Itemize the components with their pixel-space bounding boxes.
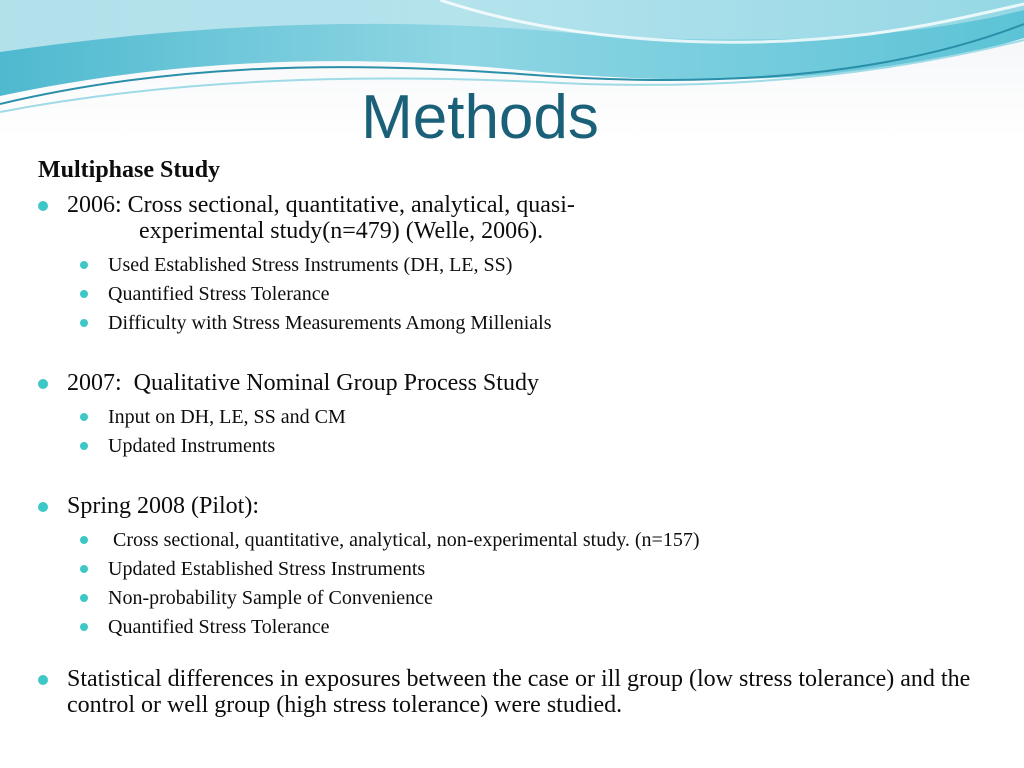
bullet-text: Spring 2008 (Pilot):	[67, 493, 260, 519]
sub-bullet-dot-icon	[80, 623, 88, 631]
sub-bullet-dot-icon	[80, 594, 88, 602]
bullet-statistical-differences	[38, 666, 978, 718]
subheading: Multiphase Study	[38, 157, 221, 183]
bullet-dot-icon	[38, 201, 48, 211]
sub-bullet-text: Cross sectional, quantitative, analytical, non-experimental study. (n=157)	[108, 529, 700, 551]
sub-bullet-text: Input on DH, LE, SS and CM	[108, 406, 346, 428]
sub-bullet-dot-icon	[80, 319, 88, 327]
sub-bullet-dot-icon	[80, 290, 88, 298]
bullet-text: Statistical differences in exposures between the case or ill group (low stress tolerance) and the control or well group (high stress tolerance) were studied.	[67, 666, 971, 718]
bullet-2006	[38, 192, 978, 244]
bullet-text-line1: 2006: Cross sectional, quantitative, analytical, quasi-	[67, 192, 575, 218]
slide-title: Methods	[361, 83, 599, 152]
sub-bullet	[38, 584, 978, 613]
sub-bullet-dot-icon	[80, 442, 88, 450]
bullet-text-line2: experimental study(n=479) (Welle, 2006).	[139, 218, 544, 244]
sub-bullet-text: Updated Established Stress Instruments	[108, 558, 426, 580]
sub-bullet-dot-icon	[80, 536, 88, 544]
sub-bullet	[38, 280, 978, 309]
sub-bullet	[38, 251, 978, 280]
sub-bullet-dot-icon	[80, 413, 88, 421]
sub-bullet-text: Quantified Stress Tolerance	[108, 616, 330, 638]
sub-bullet	[38, 526, 978, 555]
sub-bullet	[38, 613, 978, 642]
bullet-dot-icon	[38, 675, 48, 685]
bullet-text: 2007: Qualitative Nominal Group Process Study	[67, 370, 539, 396]
sub-bullet-text: Used Established Stress Instruments (DH, LE, SS)	[108, 254, 513, 276]
sub-bullet	[38, 432, 978, 461]
sub-bullet	[38, 403, 978, 432]
sub-bullet-text: Updated Instruments	[108, 435, 276, 457]
bullet-2007	[38, 370, 978, 396]
sub-bullet-text: Non-probability Sample of Convenience	[108, 587, 433, 609]
sub-bullet	[38, 309, 978, 338]
sub-bullet-text: Difficulty with Stress Measurements Among Millenials	[108, 312, 552, 334]
sub-bullet-text: Quantified Stress Tolerance	[108, 283, 330, 305]
bullet-dot-icon	[38, 502, 48, 512]
sub-bullet	[38, 555, 978, 584]
slide-content	[38, 154, 978, 718]
sub-bullet-dot-icon	[80, 565, 88, 573]
bullet-dot-icon	[38, 379, 48, 389]
sub-bullet-dot-icon	[80, 261, 88, 269]
bullet-spring-2008	[38, 493, 978, 519]
